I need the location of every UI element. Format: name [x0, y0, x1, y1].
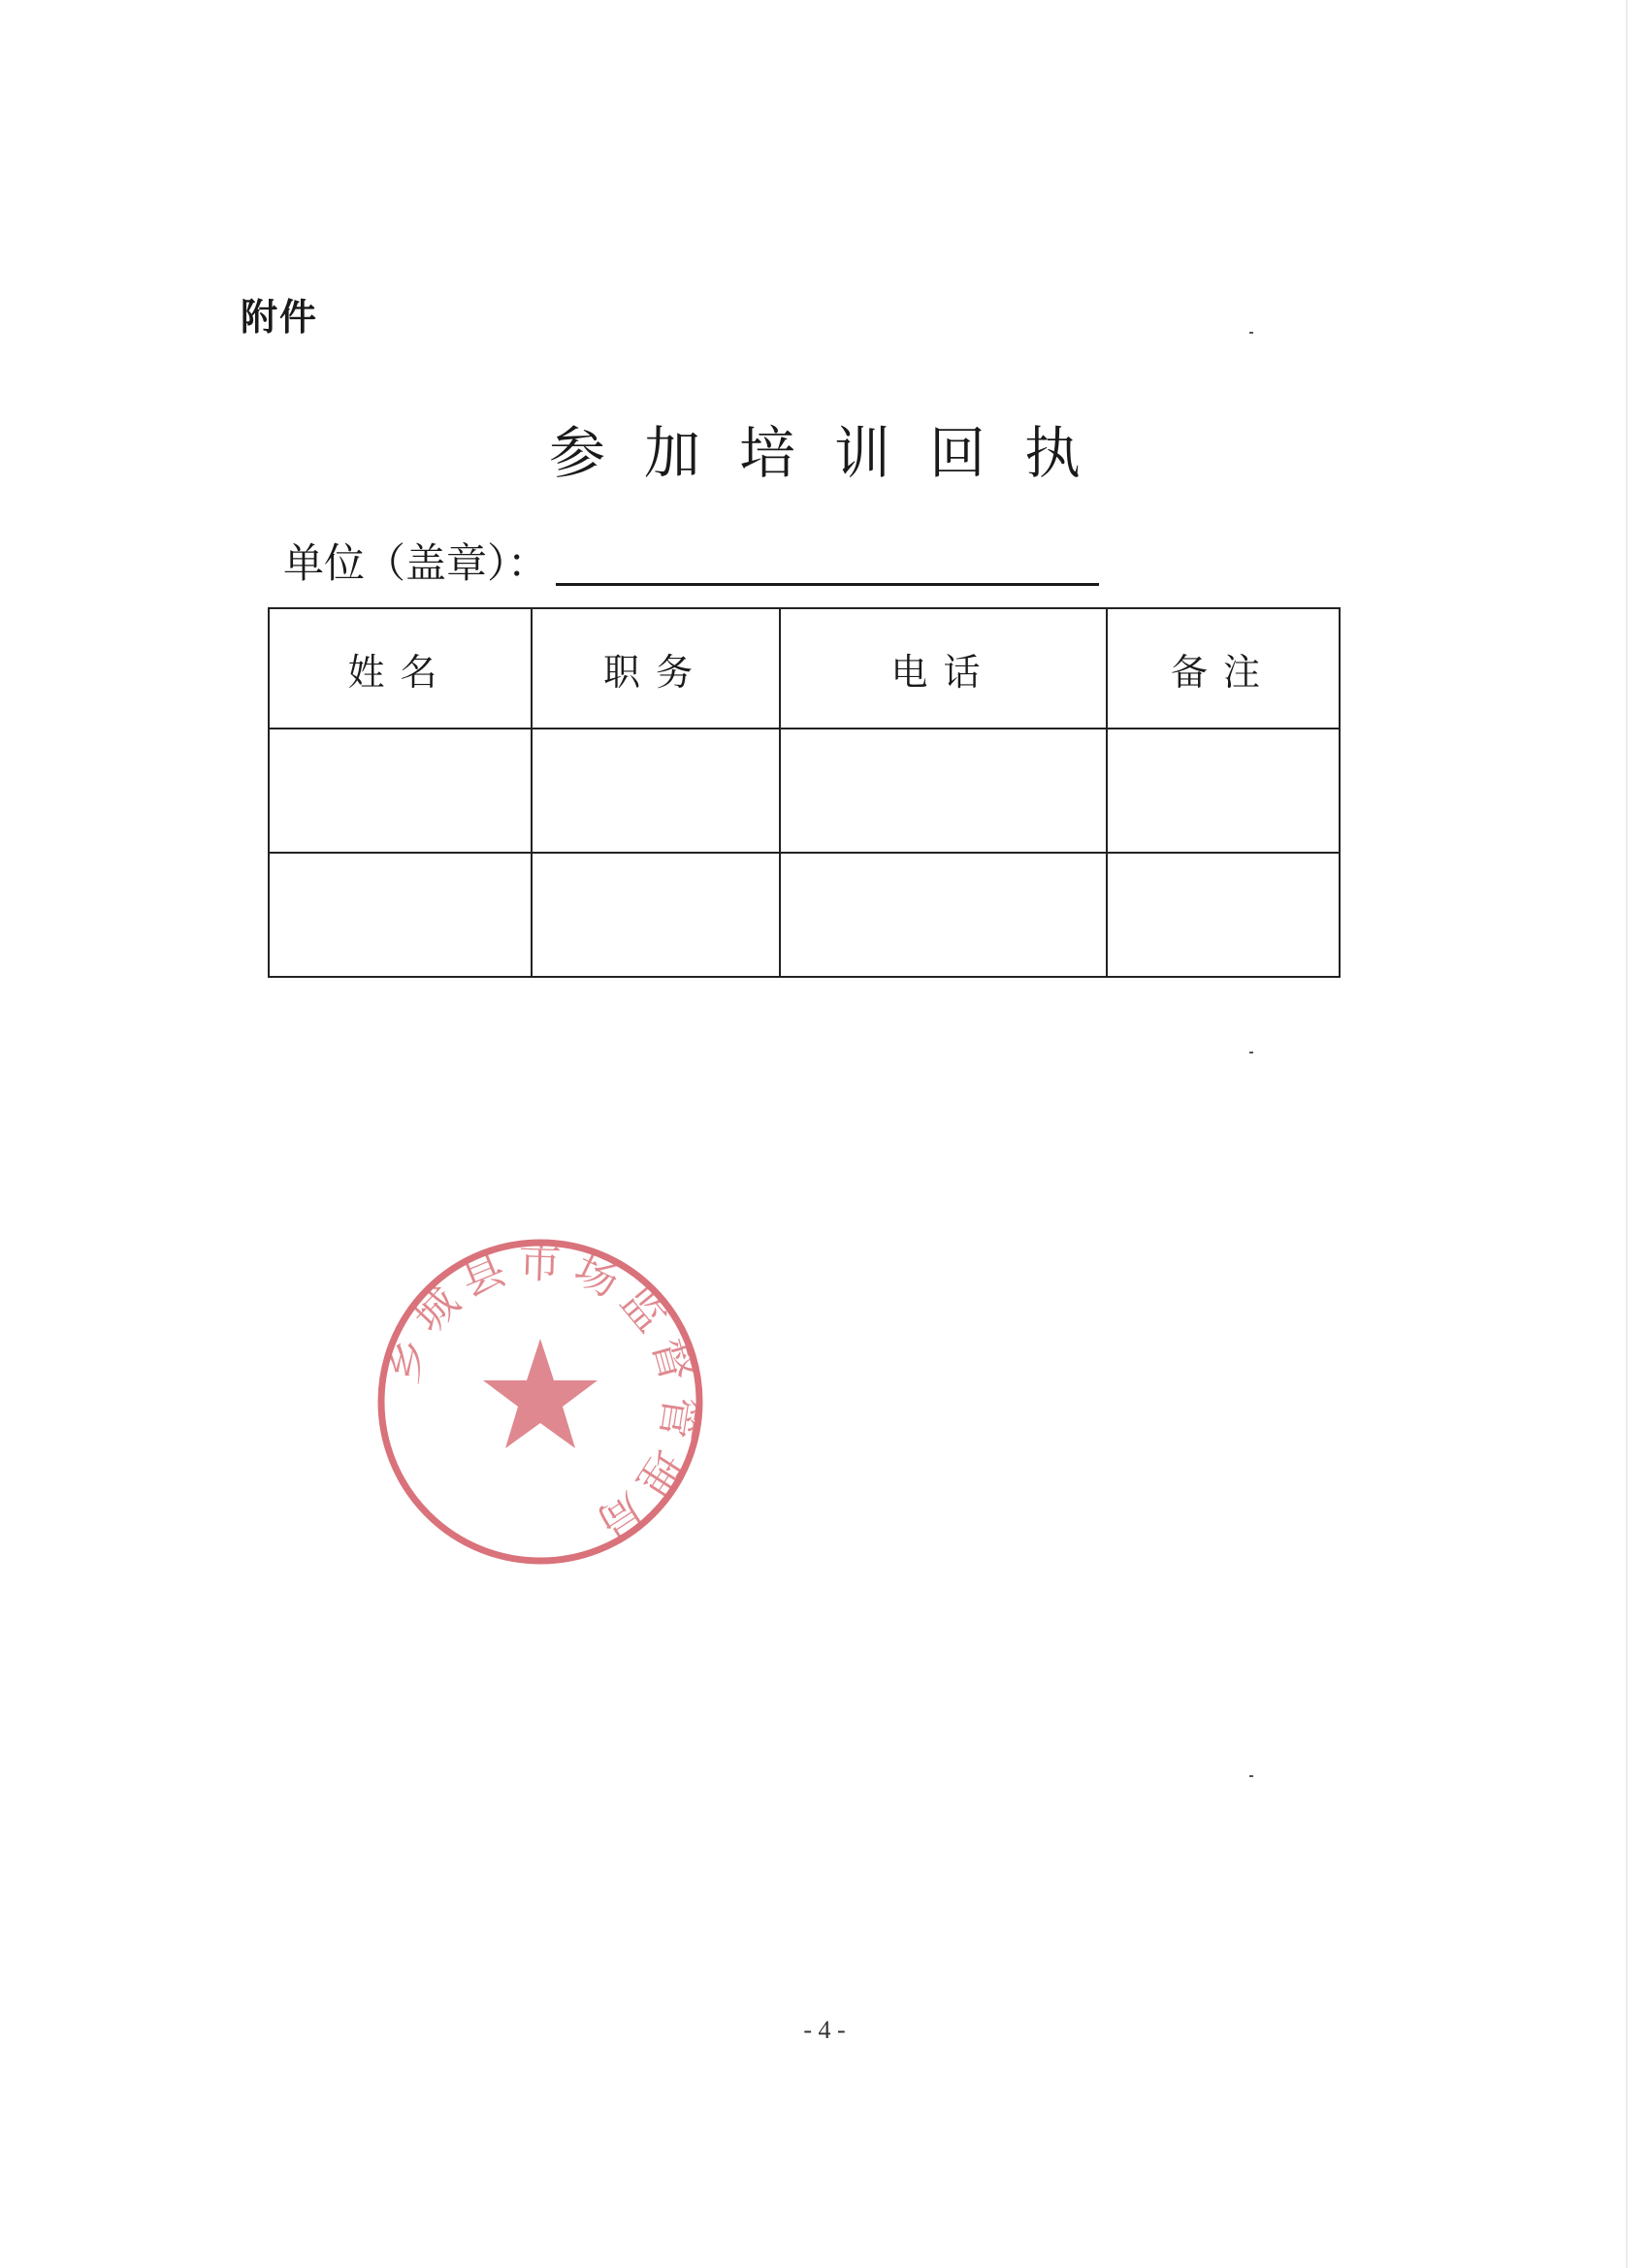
scan-speck	[1249, 332, 1253, 334]
header-remarks: 备注	[1107, 608, 1340, 729]
table-cell	[1107, 729, 1340, 853]
header-phone: 电话	[780, 608, 1107, 729]
table-row	[269, 729, 1340, 853]
document-title: 参加培训回执	[548, 420, 1119, 486]
scan-speck	[1249, 1775, 1253, 1777]
table-cell	[532, 729, 780, 853]
unit-label: 单位（盖章）：	[283, 539, 549, 587]
table-cell	[269, 853, 532, 977]
attachment-label: 附件	[241, 296, 319, 339]
table-cell	[532, 853, 780, 977]
table-cell	[780, 853, 1107, 977]
header-name: 姓名	[269, 608, 532, 729]
header-position: 职务	[532, 608, 780, 729]
scan-speck	[1249, 1052, 1253, 1053]
receipt-table	[268, 607, 1341, 978]
scan-edge-line	[1626, 0, 1628, 2268]
seal-arc-text: 乡城县市场监督管理局	[377, 1238, 706, 1553]
table-header-row	[269, 608, 1340, 729]
unit-field-row	[283, 532, 1099, 590]
unit-blank-line	[556, 583, 1099, 586]
table-cell	[1107, 853, 1340, 977]
official-seal-stamp	[372, 1234, 708, 1570]
seal-star-icon	[483, 1339, 598, 1448]
table-cell	[780, 729, 1107, 853]
table-cell	[269, 729, 532, 853]
table-row	[269, 853, 1340, 977]
page-number: - 4 -	[803, 2016, 846, 2044]
